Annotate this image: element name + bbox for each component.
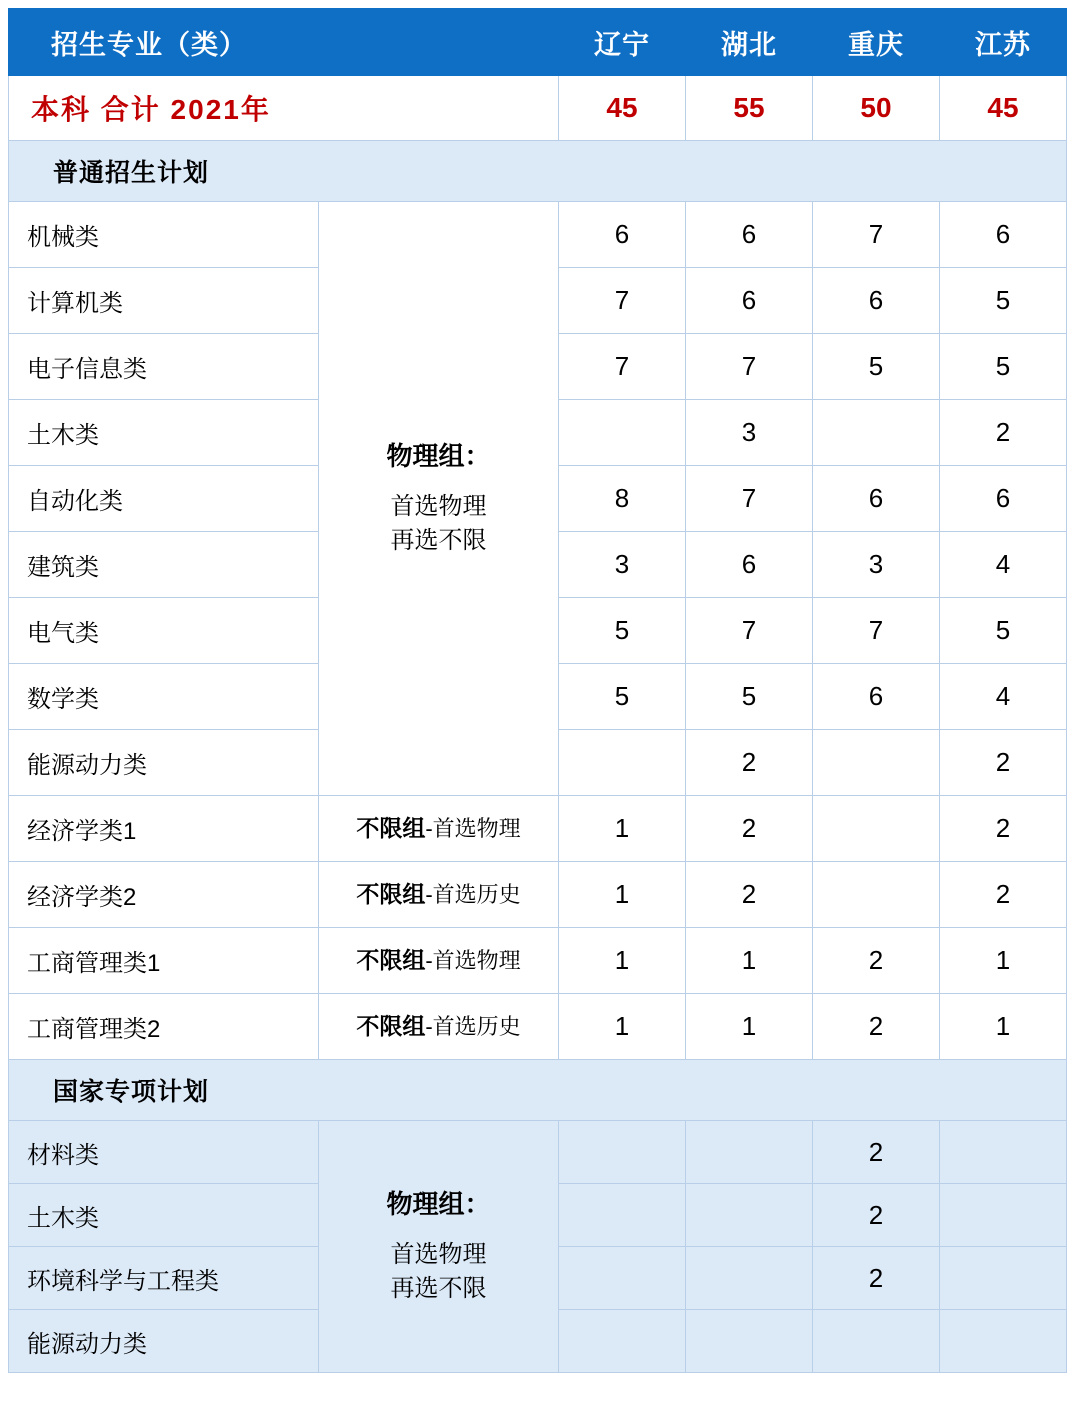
cell-hubei: 2 (686, 862, 813, 928)
group-cell-unlimited (319, 928, 559, 994)
group-detail: -首选历史 (425, 1013, 521, 1039)
total-row (9, 76, 1067, 141)
enrollment-plan-table (8, 8, 1067, 1373)
group-cell-unlimited (319, 796, 559, 862)
major-name: 自动化类 (9, 466, 319, 532)
header-province-jiangsu: 江苏 (940, 9, 1067, 76)
total-hubei: 55 (686, 76, 813, 141)
total-chongqing: 50 (813, 76, 940, 141)
cell-jiangsu: 4 (940, 664, 1067, 730)
cell-hubei (686, 1184, 813, 1247)
group-sub-line2: 再选不限 (390, 1275, 487, 1303)
group-cell-unlimited (319, 994, 559, 1060)
major-name: 经济学类1 (9, 796, 319, 862)
cell-hubei: 7 (686, 334, 813, 400)
cell-chongqing: 6 (813, 664, 940, 730)
cell-jiangsu: 2 (940, 796, 1067, 862)
cell-chongqing: 7 (813, 202, 940, 268)
cell-liaoning: 5 (559, 664, 686, 730)
cell-liaoning: 5 (559, 598, 686, 664)
table-row (9, 1121, 1067, 1184)
cell-chongqing: 6 (813, 466, 940, 532)
cell-hubei: 1 (686, 994, 813, 1060)
group-title: 物理组： (386, 440, 491, 471)
cell-hubei: 6 (686, 268, 813, 334)
cell-jiangsu: 1 (940, 928, 1067, 994)
cell-liaoning: 1 (559, 994, 686, 1060)
cell-liaoning (559, 1310, 686, 1373)
cell-jiangsu: 4 (940, 532, 1067, 598)
major-name: 环境科学与工程类 (9, 1247, 319, 1310)
group-cell-physics (319, 1121, 559, 1373)
cell-jiangsu: 1 (940, 994, 1067, 1060)
cell-hubei: 2 (686, 796, 813, 862)
major-name: 土木类 (9, 400, 319, 466)
cell-jiangsu: 2 (940, 400, 1067, 466)
major-name: 电子信息类 (9, 334, 319, 400)
cell-hubei: 6 (686, 202, 813, 268)
group-sub-line1: 首选物理 (390, 492, 487, 520)
cell-liaoning: 8 (559, 466, 686, 532)
cell-hubei: 3 (686, 400, 813, 466)
cell-hubei: 7 (686, 466, 813, 532)
cell-hubei: 5 (686, 664, 813, 730)
cell-chongqing (813, 730, 940, 796)
header-province-liaoning: 辽宁 (559, 9, 686, 76)
cell-liaoning: 7 (559, 334, 686, 400)
cell-liaoning (559, 400, 686, 466)
cell-liaoning (559, 730, 686, 796)
cell-liaoning: 7 (559, 268, 686, 334)
group-sub-line1: 首选物理 (390, 1240, 487, 1268)
cell-jiangsu: 2 (940, 862, 1067, 928)
cell-jiangsu: 2 (940, 730, 1067, 796)
cell-chongqing: 2 (813, 1247, 940, 1310)
cell-chongqing (813, 1310, 940, 1373)
group-tag: 不限组 (356, 946, 426, 973)
table-row (9, 928, 1067, 994)
total-label: 本科 合计 2021年 (9, 76, 559, 141)
cell-hubei: 2 (686, 730, 813, 796)
major-name: 电气类 (9, 598, 319, 664)
table-row (9, 796, 1067, 862)
major-name: 工商管理类1 (9, 928, 319, 994)
cell-chongqing: 7 (813, 598, 940, 664)
cell-liaoning: 6 (559, 202, 686, 268)
table-row (9, 862, 1067, 928)
major-name: 能源动力类 (9, 730, 319, 796)
cell-chongqing: 2 (813, 1184, 940, 1247)
cell-jiangsu: 6 (940, 202, 1067, 268)
cell-chongqing (813, 400, 940, 466)
cell-hubei: 6 (686, 532, 813, 598)
table-row (9, 994, 1067, 1060)
cell-chongqing: 3 (813, 532, 940, 598)
cell-jiangsu: 5 (940, 268, 1067, 334)
cell-liaoning (559, 1184, 686, 1247)
cell-hubei: 1 (686, 928, 813, 994)
group-title: 物理组： (386, 1188, 491, 1219)
total-liaoning: 45 (559, 76, 686, 141)
major-name: 土木类 (9, 1184, 319, 1247)
cell-jiangsu (940, 1121, 1067, 1184)
group-detail: -首选历史 (425, 881, 521, 907)
cell-chongqing: 6 (813, 268, 940, 334)
cell-chongqing (813, 862, 940, 928)
group-cell-physics (319, 202, 559, 796)
cell-jiangsu (940, 1184, 1067, 1247)
cell-jiangsu: 5 (940, 598, 1067, 664)
cell-liaoning: 1 (559, 862, 686, 928)
major-name: 计算机类 (9, 268, 319, 334)
major-name: 经济学类2 (9, 862, 319, 928)
cell-liaoning (559, 1121, 686, 1184)
header-major: 招生专业（类） (9, 9, 559, 76)
enrollment-plan-sheet (0, 8, 1080, 1423)
cell-liaoning: 1 (559, 796, 686, 862)
cell-chongqing (813, 796, 940, 862)
cell-jiangsu: 6 (940, 466, 1067, 532)
group-detail: -首选物理 (425, 947, 521, 973)
cell-hubei (686, 1247, 813, 1310)
cell-hubei (686, 1121, 813, 1184)
cell-chongqing: 2 (813, 928, 940, 994)
header-province-chongqing: 重庆 (813, 9, 940, 76)
major-name: 机械类 (9, 202, 319, 268)
cell-jiangsu (940, 1310, 1067, 1373)
total-jiangsu: 45 (940, 76, 1067, 141)
group-tag: 不限组 (356, 1012, 426, 1039)
cell-chongqing: 5 (813, 334, 940, 400)
group-detail: -首选物理 (425, 815, 521, 841)
group-cell-unlimited (319, 862, 559, 928)
major-name: 建筑类 (9, 532, 319, 598)
section-title-row-national (9, 1060, 1067, 1121)
cell-liaoning (559, 1247, 686, 1310)
section-title-row-general (9, 141, 1067, 202)
header-province-hubei: 湖北 (686, 9, 813, 76)
cell-liaoning: 1 (559, 928, 686, 994)
table-row (9, 202, 1067, 268)
cell-hubei (686, 1310, 813, 1373)
group-tag: 不限组 (356, 814, 426, 841)
cell-chongqing: 2 (813, 994, 940, 1060)
table-header-row (9, 9, 1067, 76)
cell-jiangsu: 5 (940, 334, 1067, 400)
cell-hubei: 7 (686, 598, 813, 664)
group-tag: 不限组 (356, 880, 426, 907)
cell-jiangsu (940, 1247, 1067, 1310)
major-name: 工商管理类2 (9, 994, 319, 1060)
major-name: 材料类 (9, 1121, 319, 1184)
cell-chongqing: 2 (813, 1121, 940, 1184)
major-name: 能源动力类 (9, 1310, 319, 1373)
section-title-national: 国家专项计划 (9, 1060, 1067, 1121)
group-sub-line2: 再选不限 (390, 527, 487, 555)
major-name: 数学类 (9, 664, 319, 730)
cell-liaoning: 3 (559, 532, 686, 598)
section-title-general: 普通招生计划 (9, 141, 1067, 202)
